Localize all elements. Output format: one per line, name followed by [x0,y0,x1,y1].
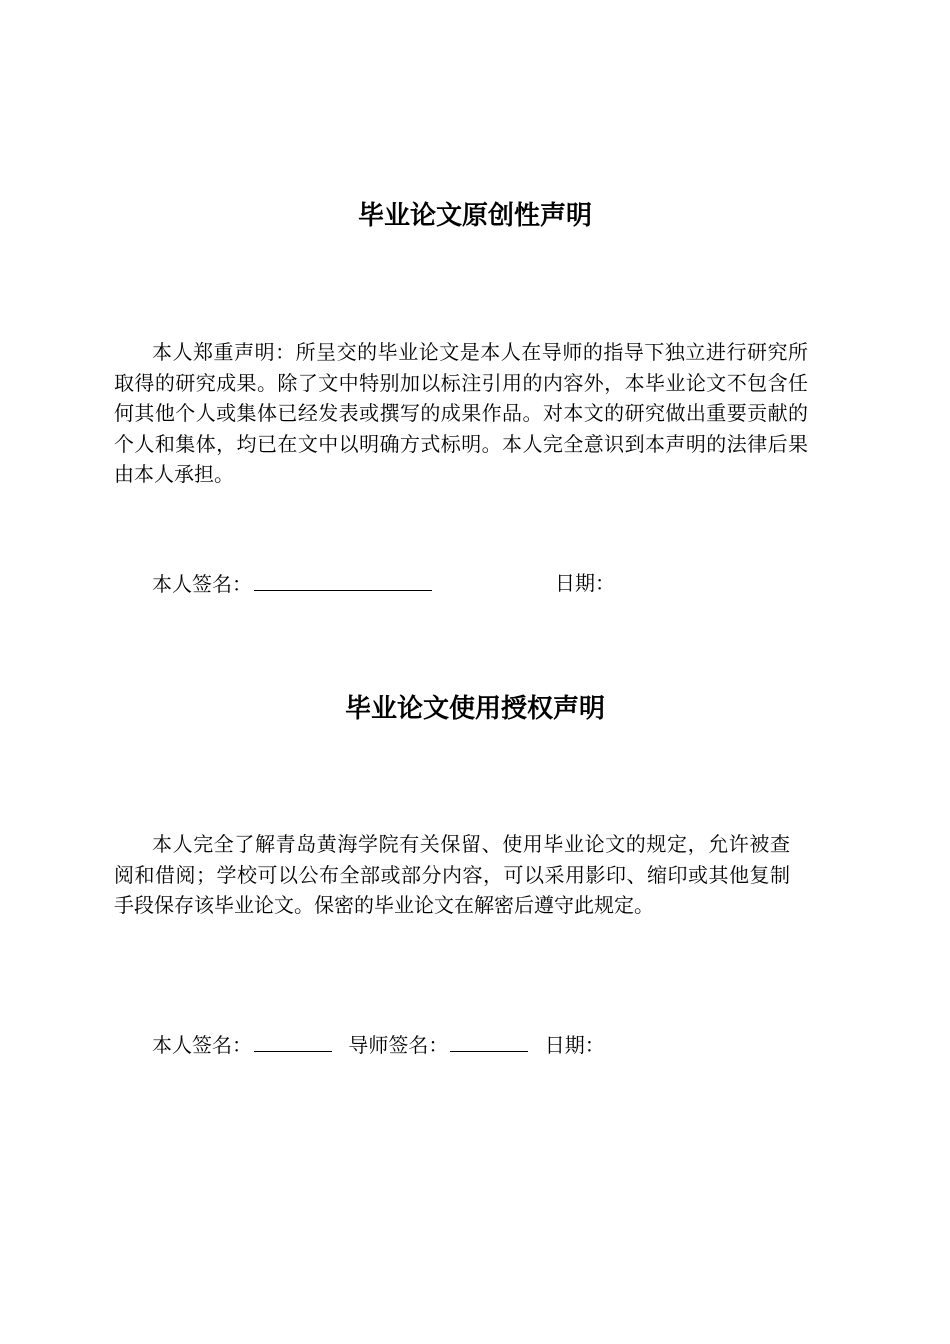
signature-label: 本人签名： [152,572,252,596]
authorization-declaration-title: 毕业论文使用授权声明 [344,694,605,724]
date-label: 日期： [544,1033,605,1057]
originality-date-row [555,570,615,596]
date-label: 日期： [555,571,615,595]
authorization-declaration-body: 本人完全了解青岛黄海学院有关保留、使用毕业论文的规定，允许被查阅和借阅；学校可以公布全部或部分内容，可以采用影印、缩印或其他复制手段保存该毕业论文。保密的毕业论文在解密后遵守此规定。 [114,832,790,917]
advisor-signature-label: 导师签名： [348,1033,449,1057]
originality-declaration-body: 本人郑重声明：所呈交的毕业论文是本人在导师的指导下独立进行研究所取得的研究成果。除了文中特别加以标注引用的内容外，本毕业论文不包含任何其他个人或集体已经发表或撰写的成果作品。对本文的研究做出重要贡献的个人和集体，均已在文中以明确方式标明。本人完全意识到本声明的法律后果由本人承担。 [114,340,808,486]
authorization-signature-row [152,1031,605,1058]
advisor-signature-field[interactable] [450,1031,528,1052]
signature-field[interactable] [254,570,432,591]
signature-field[interactable] [254,1031,332,1052]
originality-signature-row [152,570,434,597]
originality-declaration-title: 毕业论文原创性声明 [357,201,592,231]
signature-label: 本人签名： [152,1033,252,1057]
